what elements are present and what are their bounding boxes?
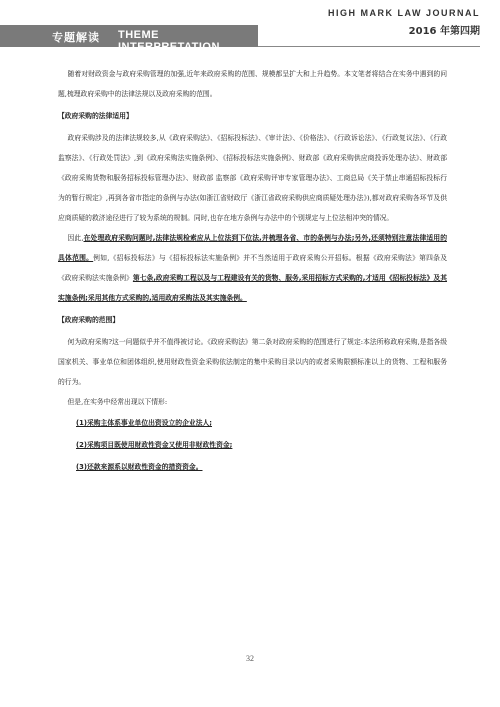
header-rule xyxy=(258,46,480,47)
section-title-zh: 专题解读 xyxy=(52,31,100,44)
section-heading-legal: 【政府采购的法律适用】 xyxy=(58,112,133,120)
scope-paragraph: 何为政府采购?这一问题似乎并不值得被讨论。《政府采购法》第二条对政府采购的范围进行了规定:本法所称政府采购,是指各级国家机关、事业单位和团体组织,使用财政性资金采购依法制定的集中采购目录以内的或者采购限额标准以上的货物、工程和服务的行为。 xyxy=(58,338,447,386)
case-item-1: (1)采购主体系事业单位出资设立的企业法人; xyxy=(76,419,213,427)
page-number: 32 xyxy=(246,654,254,663)
example-text: 例如,《招标投标法》与《招标投标法实施条例》并不当然适用于政府采购公开招标。根据《政府采购法》第四条及《政府采购法实施条例》 xyxy=(58,254,447,282)
intro-paragraph: 随着对财政资金与政府采购管理的加强,近年来政府采购的范围、规模都呈扩大和上升趋势。本文笔者将结合在实务中遇到的问题,梳理政府采购中的法律法规以及政府采购的范围。 xyxy=(58,70,447,98)
legal-paragraph: 政府采购涉及的法律法规较多,从《政府采购法》、《招标投标法》、《审计法》、《价格法》、《行政诉讼法》、《行政复议法》、《行政监察法》、《行政处罚法》,到《政府采购法实施条例》、《招标投标法实施条例》、财政部《政府采购供应商投诉处理办法》、财政部《政府采购货物和服务招标投标管理办法》、财政部 监察部《政府采购评审专家管理办法》、工商总局《关于禁止串通招标投标行为的暂行规定》,再到各省市指定的条例与办法(如浙江省财政厅《浙江省政府采购供应商质疑处理办法》),都对政府采购各环节及供应商质疑的救济途径进行了较为系统的规制。同时,也存在地方条例与办法中的个别规定与上位法相冲突的情况。 xyxy=(58,134,447,222)
section-heading-scope: 【政府采购的范围】 xyxy=(58,316,120,324)
case-item-2: (2)采购项目既使用财政性资金又使用非财政性资金; xyxy=(76,441,233,449)
journal-issue: 2016 年第四期 xyxy=(408,26,480,37)
section-header-tab xyxy=(0,25,258,53)
journal-info xyxy=(328,8,480,37)
emphasis-paragraph xyxy=(58,228,447,308)
cases-intro: 但是,在实务中经常出现以下情形: xyxy=(67,398,168,406)
emphasis-text-2: 第七条,政府采购工程以及与工程建设有关的货物、服务,采用招标方式采购的,才适用《招标投标法》及其实施条例;采用其他方式采购的,适用政府采购法及其实施条例。 xyxy=(58,274,448,302)
section-title-en: THEME INTERPRETATION xyxy=(118,29,220,53)
case-item-3: (3)还款来源系以财政性资金的措资资金。 xyxy=(76,463,203,471)
journal-name: HIGH MARK LAW JOURNAL xyxy=(328,8,480,18)
emphasis-lead: 因此, xyxy=(67,234,84,242)
emphasis-text-1: 在处理政府采购问题时,法律法规检索应从上位法到下位法,并梳理各省、市的条例与办法;另外,还须特别注意法律适用的具体范围。 xyxy=(58,234,447,262)
article-body xyxy=(58,64,447,478)
